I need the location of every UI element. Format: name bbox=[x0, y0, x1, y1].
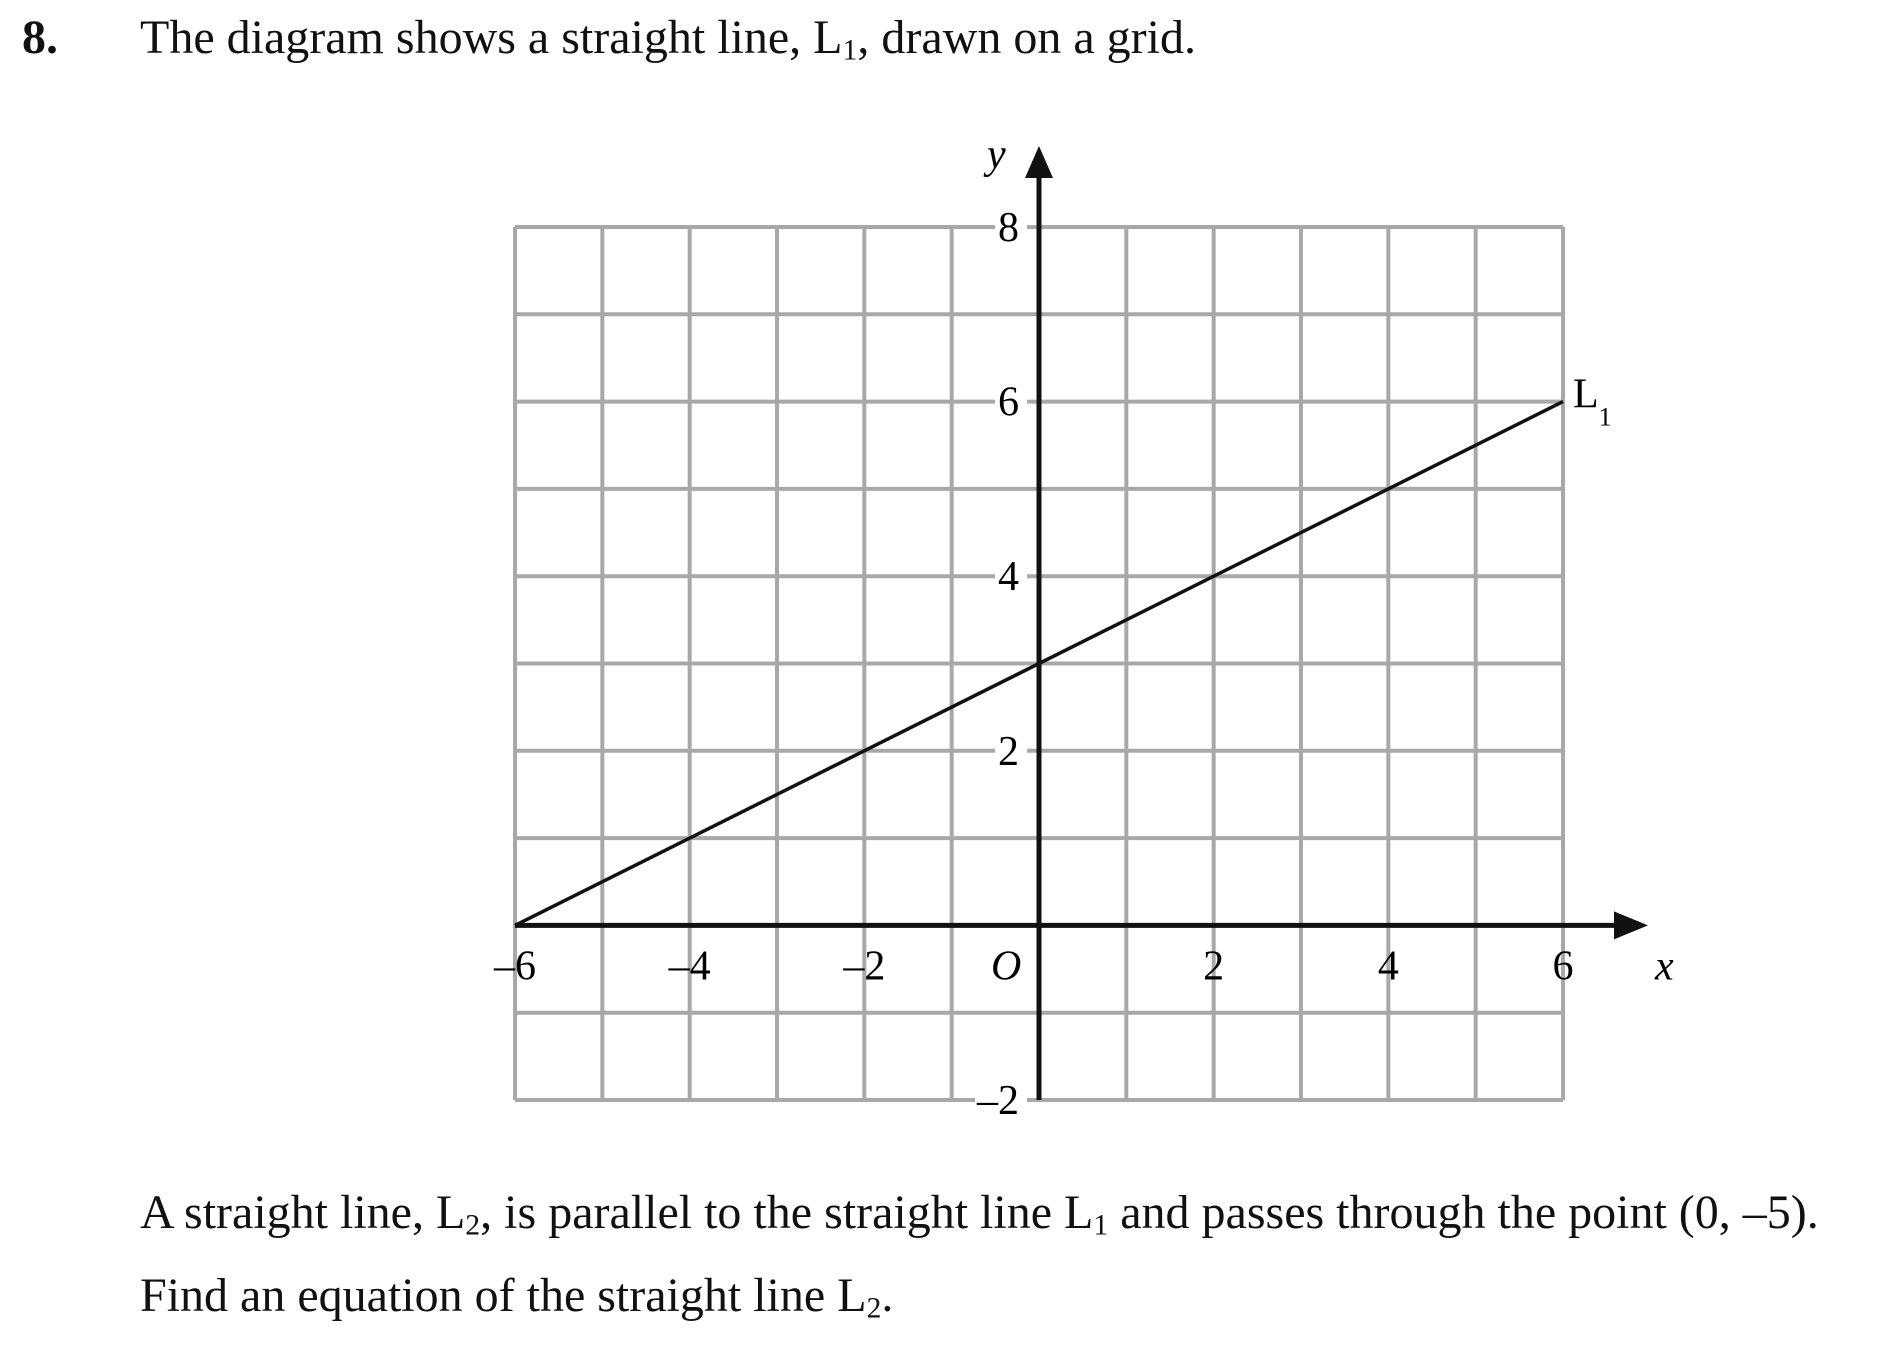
x-axis-label: x bbox=[1655, 943, 1674, 990]
y-tick-label: –2 bbox=[977, 1078, 1019, 1124]
p2-subscript: 2 bbox=[866, 1291, 882, 1325]
x-tick-label: 4 bbox=[1377, 943, 1399, 990]
p1-subscript-1: 2 bbox=[465, 1208, 481, 1242]
paragraph-find-equation bbox=[140, 1268, 893, 1323]
x-axis-arrow bbox=[1614, 911, 1648, 939]
y-axis-arrow bbox=[1025, 146, 1053, 178]
line-label-l1 bbox=[1573, 372, 1612, 432]
x-tick-label: –6 bbox=[494, 943, 536, 990]
x-tick-label: –2 bbox=[843, 943, 886, 990]
series bbox=[515, 372, 1612, 926]
y-tick-label: 4 bbox=[998, 554, 1019, 601]
question-number: 8. bbox=[22, 11, 58, 64]
paragraph-parallel-line bbox=[140, 1185, 1819, 1240]
line-label-main: L bbox=[1573, 371, 1599, 418]
intro-text-before: The diagram shows a straight line, L bbox=[140, 11, 843, 64]
p1-text-a: A straight line, L bbox=[140, 1186, 466, 1239]
x-tick-label: 6 bbox=[1552, 943, 1574, 990]
x-tick-label: 2 bbox=[1203, 943, 1225, 990]
axis-labels bbox=[983, 132, 1674, 989]
origin-label: O bbox=[991, 943, 1022, 990]
p2-text-a: Find an equation of the straight line L bbox=[140, 1269, 867, 1322]
x-tick-label: –4 bbox=[668, 943, 711, 990]
y-tick-label: 6 bbox=[998, 379, 1019, 426]
y-tick-label: 2 bbox=[998, 728, 1019, 775]
line-label-subscript: 1 bbox=[1598, 402, 1612, 432]
y-tick-label: 8 bbox=[998, 205, 1019, 251]
intro-text-after: , drawn on a grid. bbox=[857, 11, 1196, 64]
p2-text-b: . bbox=[881, 1269, 894, 1322]
intro-subscript: 1 bbox=[842, 33, 858, 67]
p1-subscript-2: 1 bbox=[1093, 1208, 1109, 1242]
p1-text-b: , is parallel to the straight line L bbox=[480, 1186, 1094, 1239]
p1-text-c: and passes through the point (0, –5). bbox=[1108, 1186, 1819, 1239]
y-axis-label: y bbox=[987, 132, 1006, 178]
